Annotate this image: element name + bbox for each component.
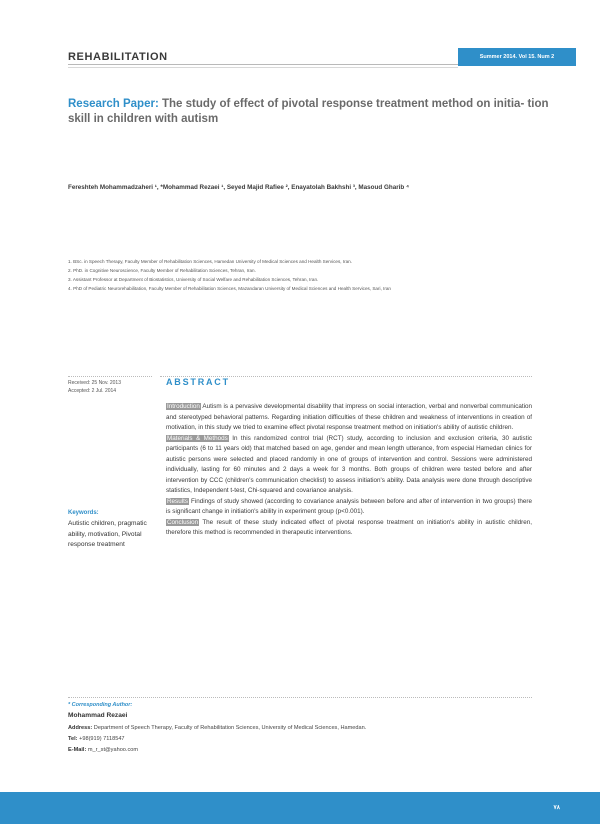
footnote-rule	[68, 697, 532, 698]
corresponding-label: * Corresponding Author:	[68, 702, 133, 708]
left-column-rule	[68, 376, 152, 377]
corresponding-name: Mohammad Rezaei	[68, 712, 128, 719]
abstract-methods	[166, 434, 532, 497]
tel-label: Tel:	[68, 736, 78, 742]
abstract-introduction-text: Autism is a pervasive developmental disability that impress on social interaction, verbal and nonverbal communication and stereotyped behavioral patterns. Regarding initiation difficulties of these children and weakness of interventions in creation of motivation, in this study we tried to examine effect pivotal response treatment method on initiation's ability of autistic children.	[166, 403, 532, 431]
paper-title-text: The study of effect of pivotal response treatment method on initia- tion skill in children with autism	[68, 98, 549, 125]
header-rule	[68, 64, 458, 65]
section-label-results: Results	[167, 497, 188, 505]
section-label-conclusion: Conclusion	[167, 518, 199, 526]
address-text: Department of Speech Therapy, Faculty of Rehabilitation Sciences, University of Medical Sciences, Hamedan.	[92, 725, 367, 731]
journal-name: REHABILITATION	[68, 51, 168, 63]
abstract-methods-text: In this randomized control trial (RCT) study, according to inclusion and exclusion criteria, 30 autistic participants (6 to 11 years old) that matched based on age, gender and mean length utterance, from especial Hamedan clinics for autistic persons were selected and placed randomly in one of groups of intervention and control. Sessions were administered individually, lasting for 60 minutes and 2 days a week for 3 months. Both groups of children were tested before and after intervention by CCC (children's communication checklist) to assess initiation's ability. Data analysis were done through descriptive statistics, Independent t-test, Chi-squared and covariance analysis.	[166, 434, 532, 494]
author-list: Fereshteh Mohammadzaheri ¹, *Mohammad Rezaei ¹, Seyed Majid Rafiee ², Enayatolah Bakhshi ³, Masoud Gharib ⁴	[68, 184, 410, 191]
page-number: ۷۸	[553, 805, 560, 811]
abstract-results	[166, 497, 532, 518]
abstract-conclusion	[166, 518, 532, 539]
header-rule-secondary	[68, 67, 458, 68]
email-label: E-Mail:	[68, 747, 87, 753]
affiliation-2: 2. PhD. in Cognitive Neuroscience, Faculty Member of Rehabilitation Sciences, Tehran, Iran.	[68, 268, 256, 273]
affiliation-1: 1. BSc. in Speech Therapy, Faculty Member of Rehabilitation Sciences, Hamedan University of Medical Sciences and Health Services, Iran.	[68, 259, 353, 264]
affiliation-3: 3. Assistant Professor at Department of Biostatistics, University of Social Welfare and Rehabilitation Sciences, Tehran, Iran.	[68, 277, 319, 282]
footer-bar	[0, 792, 600, 824]
abstract-body	[166, 402, 532, 539]
accepted-date: Accepted: 2 Jul. 2014	[68, 388, 117, 394]
tel-text: +98(919) 7118547	[77, 736, 125, 742]
abstract-introduction	[166, 402, 532, 434]
received-date: Received: 25 Nov. 2013	[68, 380, 121, 386]
section-label-methods: Materials & Methods	[167, 434, 228, 442]
section-label-introduction: Introduction	[167, 403, 200, 410]
issue-tab: Summer 2014. Vol 15. Num 2	[458, 48, 576, 66]
paper-type: Research Paper:	[68, 98, 159, 110]
keywords-text: Autistic children, pragmatic ability, motivation, Pivotal response treatment	[68, 520, 147, 548]
email-text: m_r_st@yahoo.com	[86, 747, 139, 753]
paper-title	[68, 97, 558, 127]
corresponding-tel	[68, 736, 125, 742]
address-label: Address:	[68, 725, 93, 731]
corresponding-address	[68, 725, 366, 731]
abstract-heading: ABSTRACT	[166, 377, 230, 387]
abstract-conclusion-text: The result of these study indicated effect of pivotal response treatment on initiation's ability in autistic children, therefore this method is recommended in therapeutic interventions.	[166, 518, 532, 536]
abstract-results-text: Findings of study showed (according to covariance analysis between before and after of intervention in two groups) there is significant change in initiation's ability in experiment group (p<0.001).	[166, 497, 532, 515]
keywords-label: Keywords:	[68, 510, 99, 516]
corresponding-email	[68, 747, 138, 753]
affiliation-4: 4. PhD of Pediatric Neurorehabilitation, Faculty Member of Rehabilitation Sciences, Mazandaran University of Medical Sciences and Health Services, Sari, Iran	[68, 286, 391, 291]
